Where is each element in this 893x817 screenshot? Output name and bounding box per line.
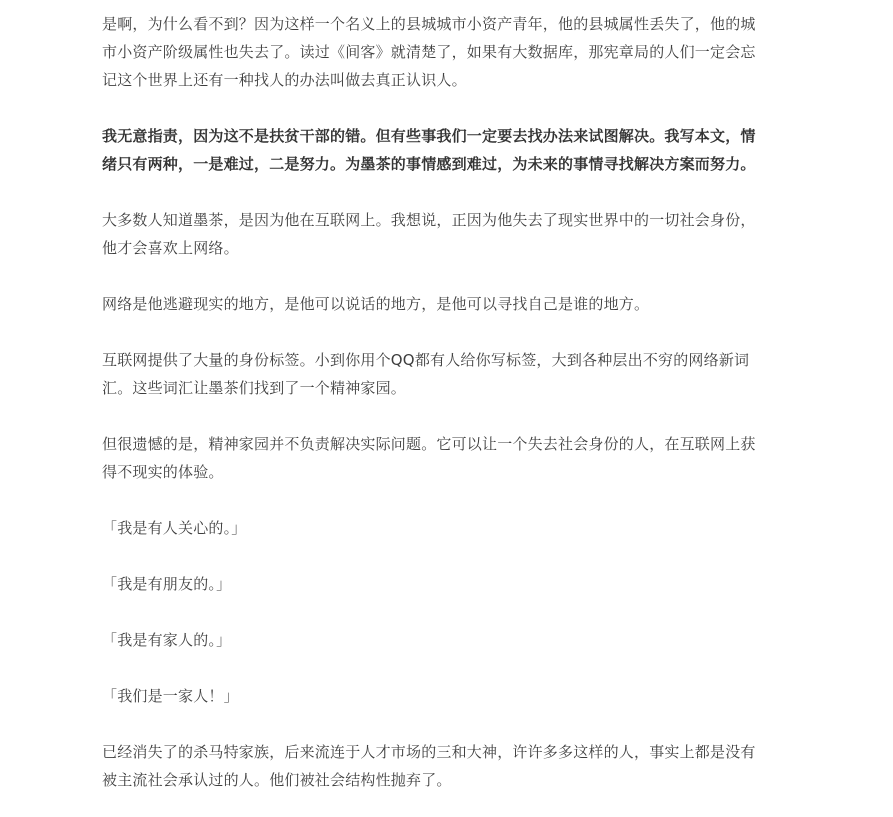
paragraph-line: 记这个世界上还有一种找人的办法叫做去真正认识人。 bbox=[102, 71, 467, 89]
quote-line: 「我是有家人的。」 bbox=[102, 631, 232, 649]
paragraph-line: 大多数人知道墨茶，是因为他在互联网上。我想说，正因为他失去了现实世界中的一切社会身份， bbox=[102, 211, 756, 229]
paragraph-2-bold bbox=[102, 122, 802, 178]
quote-4 bbox=[102, 682, 802, 710]
paragraph-line: 汇。这些词汇让墨茶们找到了一个精神家园。 bbox=[102, 379, 407, 397]
quote-2 bbox=[102, 570, 802, 598]
paragraph-3 bbox=[102, 206, 802, 262]
paragraph-line: 但很遗憾的是，精神家园并不负责解决实际问题。它可以让一个失去社会身份的人，在互联网上获 bbox=[102, 435, 756, 453]
paragraph-6 bbox=[102, 430, 802, 486]
paragraph-line: 互联网提供了大量的身份标签。小到你用个QQ都有人给你写标签，大到各种层出不穷的网络新词 bbox=[102, 351, 750, 369]
quote-3 bbox=[102, 626, 802, 654]
quote-line: 「我是有朋友的。」 bbox=[102, 575, 232, 593]
paragraph-line: 绪只有两种，一是难过，二是努力。为墨茶的事情感到难过，为未来的事情寻找解决方案而努力。 bbox=[102, 155, 756, 173]
paragraph-line: 他才会喜欢上网络。 bbox=[102, 239, 239, 257]
paragraph-7 bbox=[102, 738, 802, 794]
paragraph-4 bbox=[102, 290, 802, 318]
quote-line: 「我是有人关心的。」 bbox=[102, 519, 247, 537]
quote-1 bbox=[102, 514, 802, 542]
paragraph-5 bbox=[102, 346, 802, 402]
paragraph-line: 市小资产阶级属性也失去了。读过《间客》就清楚了，如果有大数据库，那宪章局的人们一定会忘 bbox=[102, 43, 756, 61]
paragraph-line: 被主流社会承认过的人。他们被社会结构性抛弃了。 bbox=[102, 771, 452, 789]
paragraph-line: 得不现实的体验。 bbox=[102, 463, 224, 481]
paragraph-line: 网络是他逃避现实的地方，是他可以说话的地方，是他可以寻找自己是谁的地方。 bbox=[102, 295, 650, 313]
paragraph-line: 已经消失了的杀马特家族，后来流连于人才市场的三和大神，许许多多这样的人，事实上都是没有 bbox=[102, 743, 756, 761]
paragraph-line: 是啊，为什么看不到？因为这样一个名义上的县城城市小资产青年，他的县城属性丢失了，他的城 bbox=[102, 15, 756, 33]
paragraph-1 bbox=[102, 10, 802, 94]
quote-line: 「我们是一家人！」 bbox=[102, 687, 239, 705]
paragraph-line: 我无意指责，因为这不是扶贫干部的错。但有些事我们一定要去找办法来试图解决。我写本文，情 bbox=[102, 127, 756, 145]
article-body bbox=[102, 10, 802, 794]
